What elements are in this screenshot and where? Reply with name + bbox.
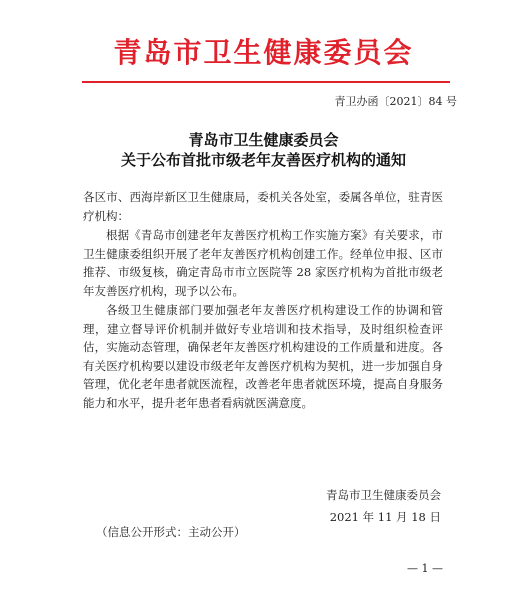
letterhead-red-rule xyxy=(82,81,450,83)
issuer-name: 青岛市卫生健康委员会 xyxy=(326,488,441,502)
document-body xyxy=(83,188,443,413)
document-title-line-1: 青岛市卫生健康委员会 xyxy=(188,131,339,149)
letterhead-title: 青岛市卫生健康委员会 xyxy=(113,36,414,69)
document-number: 青卫办函〔2021〕84 号 xyxy=(334,95,457,108)
issue-date: 2021 年 11 月 18 日 xyxy=(329,510,441,524)
document-title xyxy=(0,130,527,170)
document-title-line-2: 关于公布首批市级老年友善医疗机构的通知 xyxy=(120,151,406,169)
salutation: 各区市、西海岸新区卫生健康局，委机关各处室，委属各单位，驻青医疗机构： xyxy=(83,190,443,223)
disclosure-note: （信息公开形式：主动公开） xyxy=(96,525,246,539)
body-paragraph-2: 各级卫生健康部门要加强老年友善医疗机构建设工作的协调和管理，建立督导评价机制并做好专业培训和技术指导，及时组织检查评估，实施动态管理，确保老年友善医疗机构建设的工作质量和进度。各有关医疗机构要以建设市级老年友善医疗机构为契机，进一步加强自身管理，优化老年患者就医流程，改善老年患者就医环境，提高自身服务能力和水平，提升老年患者看病就医满意度。 xyxy=(83,303,443,410)
body-paragraph-1: 根据《青岛市创建老年友善医疗机构工作实施方案》有关要求，市卫生健康委组织开展了老年友善医疗机构创建工作。经单位申报、区市推荐、市级复核，确定青岛市市立医院等 28 家医疗机构为首批市级老年友善医疗机构，现予以公布。 xyxy=(83,228,443,298)
page-number: — 1 — xyxy=(407,562,443,575)
signature-block xyxy=(326,484,441,528)
